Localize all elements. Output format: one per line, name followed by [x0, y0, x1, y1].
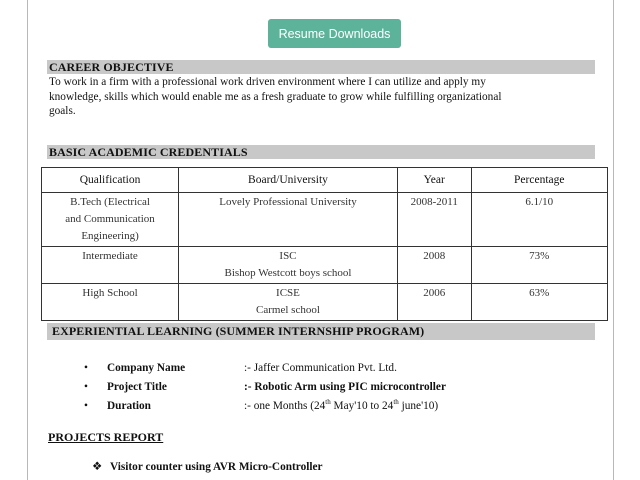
- objective-line: knowledge, skills which would enable me as a fresh graduate to grow while fulfilling organizational: [49, 90, 502, 103]
- percentage-cell: 73%: [471, 247, 607, 284]
- company-name-label: Company Name: [107, 362, 186, 374]
- year-cell: 2008-2011: [397, 193, 471, 247]
- cell-line: Lovely Professional University: [219, 196, 357, 208]
- qualification-cell: [42, 284, 179, 321]
- list-item: [92, 460, 323, 473]
- percentage-cell: 63%: [471, 284, 607, 321]
- cell-line: and Communication: [65, 213, 155, 225]
- bullet-icon: •: [84, 362, 88, 374]
- company-name-value: :- Jaffer Communication Pvt. Ltd.: [244, 362, 397, 374]
- cell-line: Intermediate: [82, 250, 138, 262]
- project-title-value: :- Robotic Arm using PIC microcontroller: [244, 381, 446, 393]
- duration-part: May'10 to 24: [330, 400, 394, 412]
- cell-line: Bishop Westcott boys school: [224, 267, 352, 279]
- cell-line: Engineering): [81, 230, 139, 242]
- career-objective-heading: CAREER OBJECTIVE: [47, 60, 595, 74]
- cell-line: High School: [82, 287, 138, 299]
- ordinal-suffix: th: [393, 398, 399, 407]
- qualification-cell: [42, 193, 179, 247]
- academic-credentials-table: [41, 167, 608, 321]
- projects-report-heading: PROJECTS REPORT: [48, 430, 164, 444]
- objective-line: To work in a firm with a professional work driven environment where I can utilize and apply my: [49, 76, 486, 88]
- table-row: [42, 193, 608, 247]
- cell-line: ICSE: [276, 287, 300, 299]
- board-cell: [179, 247, 398, 284]
- objective-line: goals.: [49, 105, 76, 117]
- project-item-text: Visitor counter using AVR Micro-Controller: [110, 461, 323, 473]
- year-cell: 2008: [397, 247, 471, 284]
- resume-downloads-button[interactable]: Resume Downloads: [268, 19, 401, 48]
- page-edge-left: [27, 0, 28, 480]
- table-row: [42, 247, 608, 284]
- duration-part: june'10): [398, 400, 439, 412]
- table-row: [42, 284, 608, 321]
- column-header-year: Year: [397, 168, 471, 193]
- board-cell: [179, 193, 398, 247]
- project-title-label: Project Title: [107, 381, 167, 393]
- duration-value: [244, 397, 438, 416]
- diamond-bullet-icon: ❖: [92, 461, 103, 473]
- career-objective-text: [49, 75, 589, 119]
- column-header-percentage: Percentage: [471, 168, 607, 193]
- column-header-board: Board/University: [179, 168, 398, 193]
- year-cell: 2006: [397, 284, 471, 321]
- ordinal-suffix: th: [325, 398, 331, 407]
- qualification-cell: [42, 247, 179, 284]
- cell-line: ISC: [279, 250, 297, 262]
- bullet-icon: •: [84, 400, 88, 412]
- board-cell: [179, 284, 398, 321]
- academic-credentials-heading: BASIC ACADEMIC CREDENTIALS: [47, 145, 595, 159]
- page-edge-right: [613, 0, 614, 480]
- column-header-qualification: Qualification: [42, 168, 179, 193]
- duration-label: Duration: [107, 400, 151, 412]
- bullet-icon: •: [84, 381, 88, 393]
- internship-heading: EXPERIENTIAL LEARNING (SUMMER INTERNSHIP PROGRAM): [47, 323, 595, 340]
- cell-line: B.Tech (Electrical: [70, 196, 150, 208]
- duration-part: :- one Months (24: [244, 400, 326, 412]
- percentage-cell: 6.1/10: [471, 193, 607, 247]
- cell-line: Carmel school: [256, 304, 320, 316]
- table-header-row: [42, 168, 608, 193]
